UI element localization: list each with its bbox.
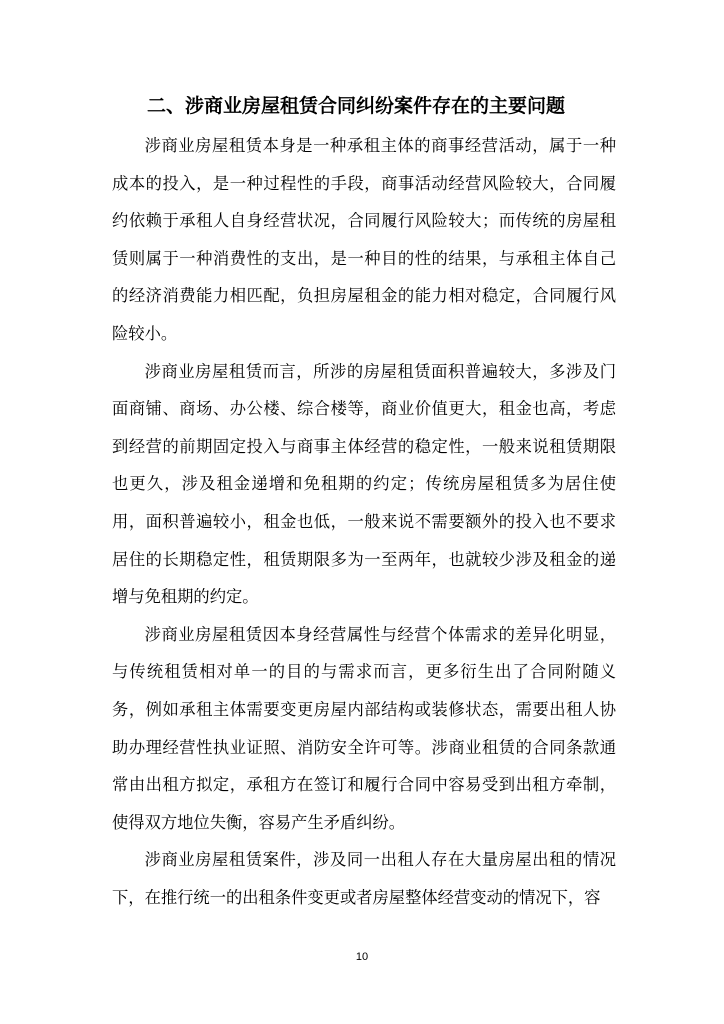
paragraph: 涉商业房屋租赁本身是一种承租主体的商事经营活动，属于一种成本的投入，是一种过程性的手段，商事活动经营风险较大，合同履约依赖于承租人自身经营状况，合同履行风险较大；而传统的房屋租赁则属于一种消费性的支出，是一种目的性的结果，与承租主体自己的经济消费能力相匹配，负担房屋租金的能力相对稳定，合同履行风险较小。 [112,136,616,343]
paragraph: 涉商业房屋租赁因本身经营属性与经营个体需求的差异化明显，与传统租赁相对单一的目的与需求而言，更多衍生出了合同附随义务，例如承租主体需要变更房屋内部结构或装修状态，需要出租人协助办理经营性执业证照、消防安全许可等。涉商业租赁的合同条款通常由出租方拟定，承租方在签订和履行合同中容易受到出租方牵制，使得双方地位失衡，容易产生矛盾纠纷。 [112,624,616,832]
page-number: 10 [355,951,369,963]
body-text [112,127,616,916]
paragraph: 涉商业房屋租赁而言，所涉的房屋租赁面积普遍较大，多涉及门面商铺、商场、办公楼、综合楼等，商业价值更大，租金也高，考虑到经营的前期固定投入与商事主体经营的稳定性，一般来说租赁期限也更久，涉及租金递增和免租期的约定；传统房屋租赁多为居住使用，面积普遍较小，租金也低，一般来说不需要额外的投入也不要求居住的长期稳定性，租赁期限多为一至两年，也就较少涉及租金的递增与免租期的约定。 [112,361,616,607]
section-heading: 二、涉商业房屋租赁合同纠纷案件存在的主要问题 [147,95,566,117]
paragraph: 涉商业房屋租赁案件，涉及同一出租人存在大量房屋出租的情况下，在推行统一的出租条件变更或者房屋整体经营变动的情况下，容 [112,850,616,907]
